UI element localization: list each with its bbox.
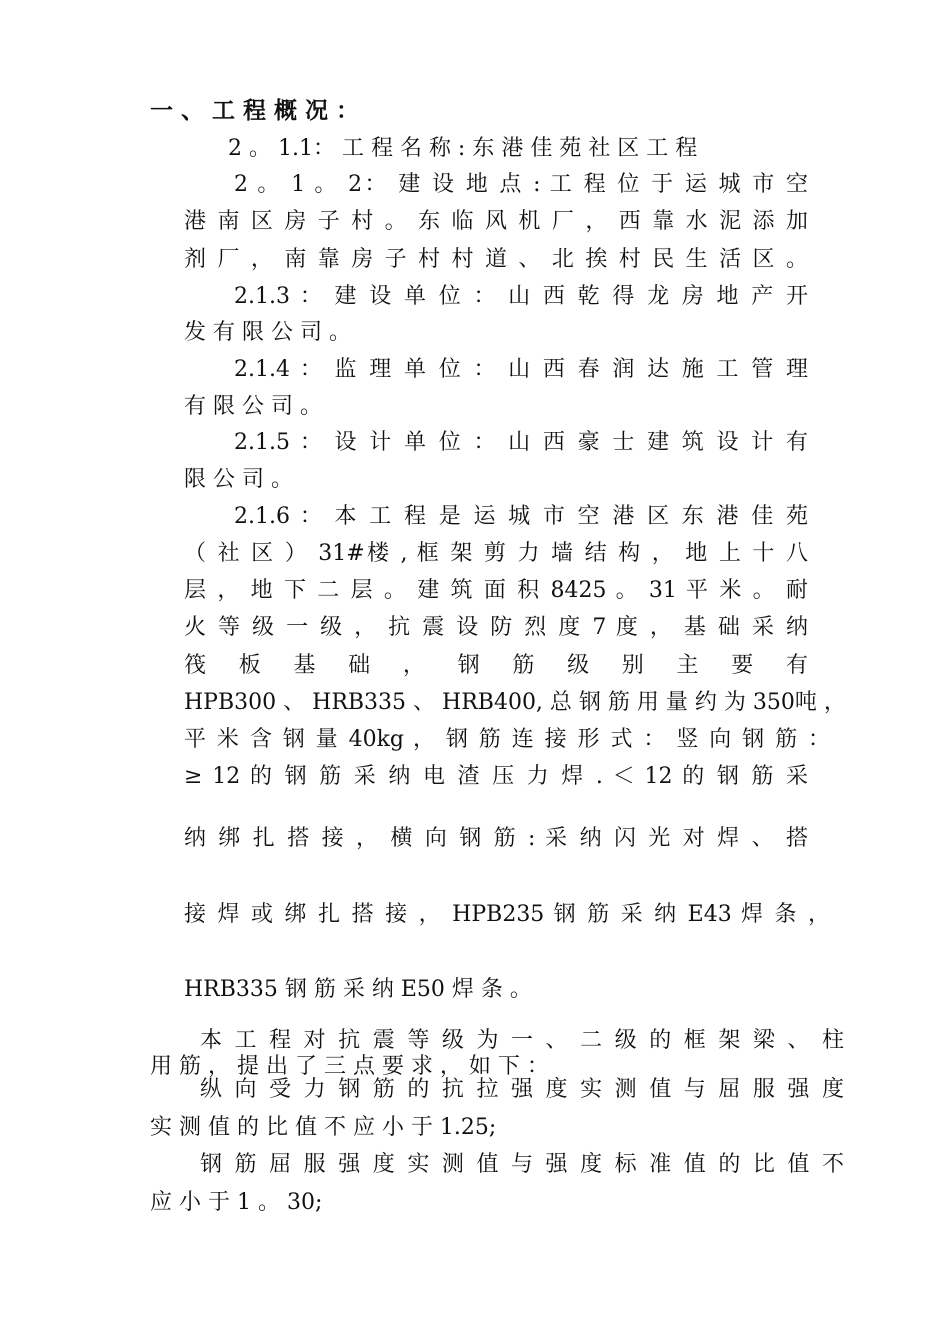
description-line-5: 筏 板 基 础 ， 钢 筋 级 别 主 要 有	[184, 653, 808, 678]
description-line-2: （ 社 区 ） 31#楼 , 框 架 剪 力 墙 结 构 ， 地 上 十 八	[184, 541, 808, 566]
description-line-3: 层 ， 地 下 二 层 。 建 筑 面 积 8425 。 31 平 米 。 耐	[184, 578, 808, 603]
section-title: 一 、 工 程 概 况 ：	[150, 97, 360, 124]
description-line-10: 接 焊 或 绑 扎 搭 接 ， HPB235 钢 筋 采 纳 E43 焊 条 ，	[184, 902, 830, 927]
description-line-6: HPB300 、 HRB335 、 HRB400, 总 钢 筋 用 量 约 为 350吨 ，	[184, 690, 846, 715]
location-line-3: 剂 厂 ， 南 靠 房 子 村 村 道 、 北 挨 村 民 生 活 区 。	[184, 247, 808, 272]
requirement-2-line-2: 应 小 于 1 。 30;	[150, 1190, 323, 1215]
developer-line-2: 发 有 限 公 司 。	[184, 320, 351, 345]
requirement-2-line-1: 钢 筋 屈 服 强 度 实 测 值 与 强 度 标 准 值 的 比 值 不	[200, 1152, 844, 1177]
description-line-8: ≥ 12 的 钢 筋 采 纳 电 渣 压 力 焊 . ＜ 12 的 钢 筋 采	[184, 764, 808, 789]
requirement-1-line-1: 纵 向 受 力 钢 筋 的 抗 拉 强 度 实 测 值 与 屈 服 强 度	[200, 1077, 844, 1102]
description-line-1: 2.1.6 ： 本 工 程 是 运 城 市 空 港 区 东 港 佳 苑	[234, 504, 808, 529]
location-line-1: 2 。 1 。 2： 建 设 地 点 : 工 程 位 于 运 城 市 空	[234, 172, 808, 197]
supervisor-line-2: 有 限 公 司 。	[184, 394, 322, 419]
requirements-intro-line-1: 本 工 程 对 抗 震 等 级 为 一 、 二 级 的 框 架 梁 、 柱	[200, 1028, 844, 1053]
designer-line-1: 2.1.5 ： 设 计 单 位 ： 山 西 豪 士 建 筑 设 计 有	[234, 430, 808, 455]
designer-line-2: 限 公 司 。	[184, 467, 293, 492]
description-line-7: 平 米 含 钢 量 40kg ， 钢 筋 连 接 形 式 ： 竖 向 钢 筋 ：	[184, 727, 830, 752]
requirements-intro-line-2: 用 筋 ， 提 出 了 三 点 要 求 ， 如 下 ：	[150, 1054, 549, 1079]
developer-line-1: 2.1.3 ： 建 设 单 位 ： 山 西 乾 得 龙 房 地 产 开	[234, 284, 808, 309]
requirement-1-line-2: 实 测 值 的 比 值 不 应 小 于 1.25;	[150, 1115, 497, 1140]
description-line-9: 纳 绑 扎 搭 接 ， 横 向 钢 筋 : 采 纳 闪 光 对 焊 、 搭	[184, 826, 808, 851]
project-name-line: 2 。 1.1： 工 程 名 称 : 东 港 佳 苑 社 区 工 程	[228, 136, 698, 161]
supervisor-line-1: 2.1.4 ： 监 理 单 位 ： 山 西 春 润 达 施 工 管 理	[234, 357, 808, 382]
description-line-4: 火 等 级 一 级 ， 抗 震 设 防 烈 度 7 度 ， 基 础 采 纳	[184, 615, 808, 640]
description-line-11: HRB335 钢 筋 采 纳 E50 焊 条 。	[184, 977, 532, 1002]
location-line-2: 港 南 区 房 子 村 。 东 临 风 机 厂 ， 西 靠 水 泥 添 加	[184, 209, 808, 234]
